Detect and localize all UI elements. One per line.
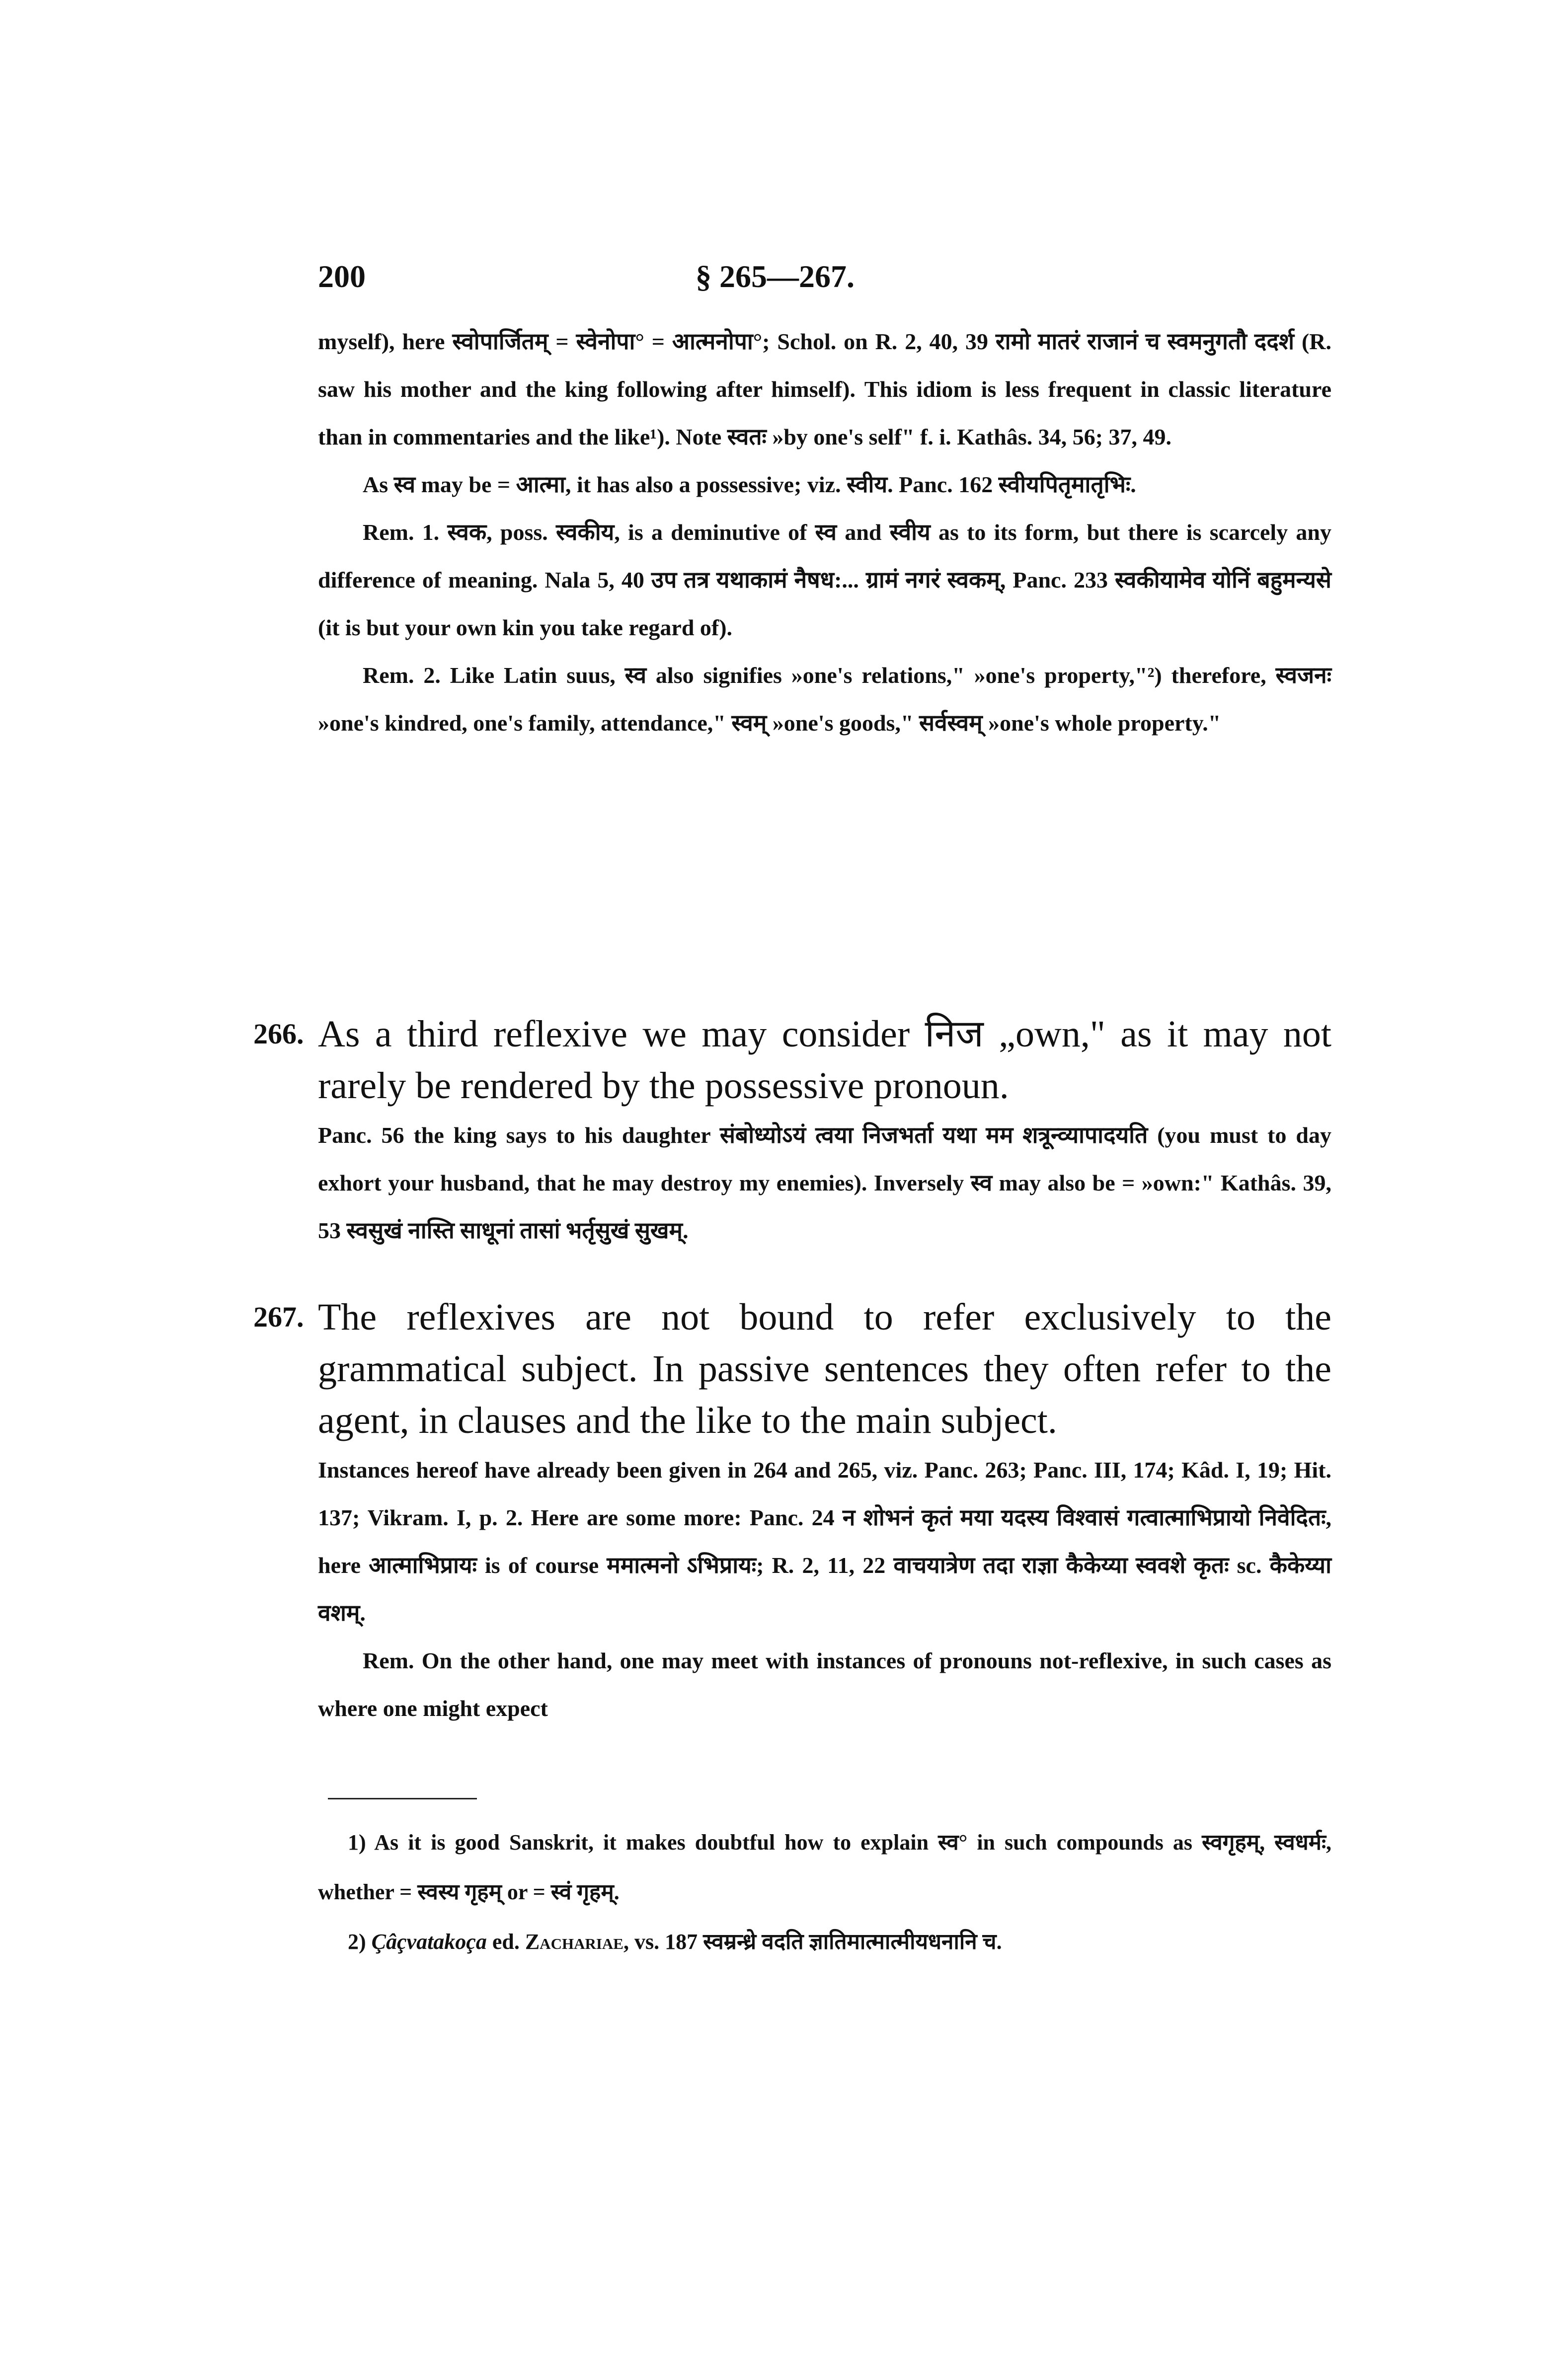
footnote-divider (328, 1798, 477, 1799)
section-266-lead: As a third reflexive we may consider निज „own," as it may not rarely be rendered by the possessive pronoun. (318, 1013, 1331, 1107)
page-number: 200 (318, 259, 366, 294)
footnote-2-prefix: 2) (348, 1930, 372, 1954)
section-266-body: Panc. 56 the king says to his daughter संबोध्योऽयं त्वया निजभर्ता यथा मम शत्रून्व्यापादयति (you must to day exhort your husband, that he may destroy my enemies). Inversely स्व may also be = »own:" Kathâs. 39, 53 स्वसुखं नास्ति साधूनां तासां भर्तृसुखं सुखम्. (318, 1122, 1331, 1243)
section-267 (253, 1291, 1331, 1732)
section-267-remark: Rem. On the other hand, one may meet with instances of pronouns not-reflexive, in such cases as where one might expect (318, 1648, 1331, 1721)
footnote-2 (318, 1917, 1331, 1967)
paragraph-possessive: As स्व may be = आत्मा, it has also a possessive; viz. स्वीय. Panc. 162 स्वीयपितृमातृभिः. (363, 472, 1136, 497)
continued-section-265 (318, 318, 1331, 747)
section-267-body: Instances hereof have already been given in 264 and 265, viz. Panc. 263; Panc. III, 174; Kâd. I, 19; Hit. 137; Vikram. I, p. 2. Here are some more: Panc. 24 न शोभनं कृतं मया यदस्य विश्वासं गत्वात्माभिप्रायो निवेदितः, here आत्माभिप्रायः is of course ममात्मनो ऽभिप्रायः; R. 2, 11, 22 वाचयात्रेण तदा राज्ञा कैकेय्या स्ववशे कृतः sc. कैकेय्या वशम्. (318, 1457, 1331, 1626)
footnote-1: 1) As it is good Sanskrit, it makes doubtful how to explain स्व° in such compounds as स्वगृहम्, स्वधर्मः, whether = स्वस्य गृहम् or = स्वं गृहम्. (318, 1830, 1331, 1904)
section-range: § 265—267. (696, 259, 855, 294)
section-number-267: 267. (253, 1301, 304, 1333)
footnote-2-title: Çâçvatakoça (371, 1930, 487, 1954)
footnote-2-mid: ed. (486, 1930, 525, 1954)
footnote-2-rest: , vs. 187 स्वम्रन्ध्रे वदति ज्ञातिमात्मात्मीयधनानि च. (623, 1930, 1002, 1954)
remark-2: Rem. 2. Like Latin suus, स्व also signifies »one's relations," »one's property,"²) therefore, स्वजनः »one's kindred, one's family, attendance," स्वम् »one's goods," सर्वस्वम् »one's whole property." (318, 663, 1331, 736)
remark-1: Rem. 1. स्वक, poss. स्वकीय, is a deminutive of स्व and स्वीय as to its form, but there is scarcely any difference of meaning. Nala 5, 40 उप तत्र यथाकामं नैषध:... ग्रामं नगरं स्वकम्, Panc. 233 स्वकीयामेव योनिं बहुमन्यसे (it is but your own kin you take regard of). (318, 520, 1331, 640)
footnotes (318, 1818, 1331, 1967)
section-266 (253, 1008, 1331, 1255)
section-267-lead: The reflexives are not bound to refer exclusively to the grammatical subject. In passive sentences they often refer to the agent, in clauses and the like to the main subject. (318, 1296, 1331, 1441)
section-number-266: 266. (253, 1018, 304, 1050)
paragraph-reflexive-examples: myself), here स्वोपार्जितम् = स्वेनोपा° = आत्मनोपा°; Schol. on R. 2, 40, 39 रामो मातरं राजानं च स्वमनुगतौ ददर्श (R. saw his mother and the king following after himself). This idiom is less frequent in classic literature than in commentaries and the like¹). Note स्वतः »by one's self" f. i. Kathâs. 34, 56; 37, 49. (318, 329, 1331, 449)
page-header (318, 258, 1282, 313)
footnote-2-editor: Zachariae (525, 1930, 623, 1954)
